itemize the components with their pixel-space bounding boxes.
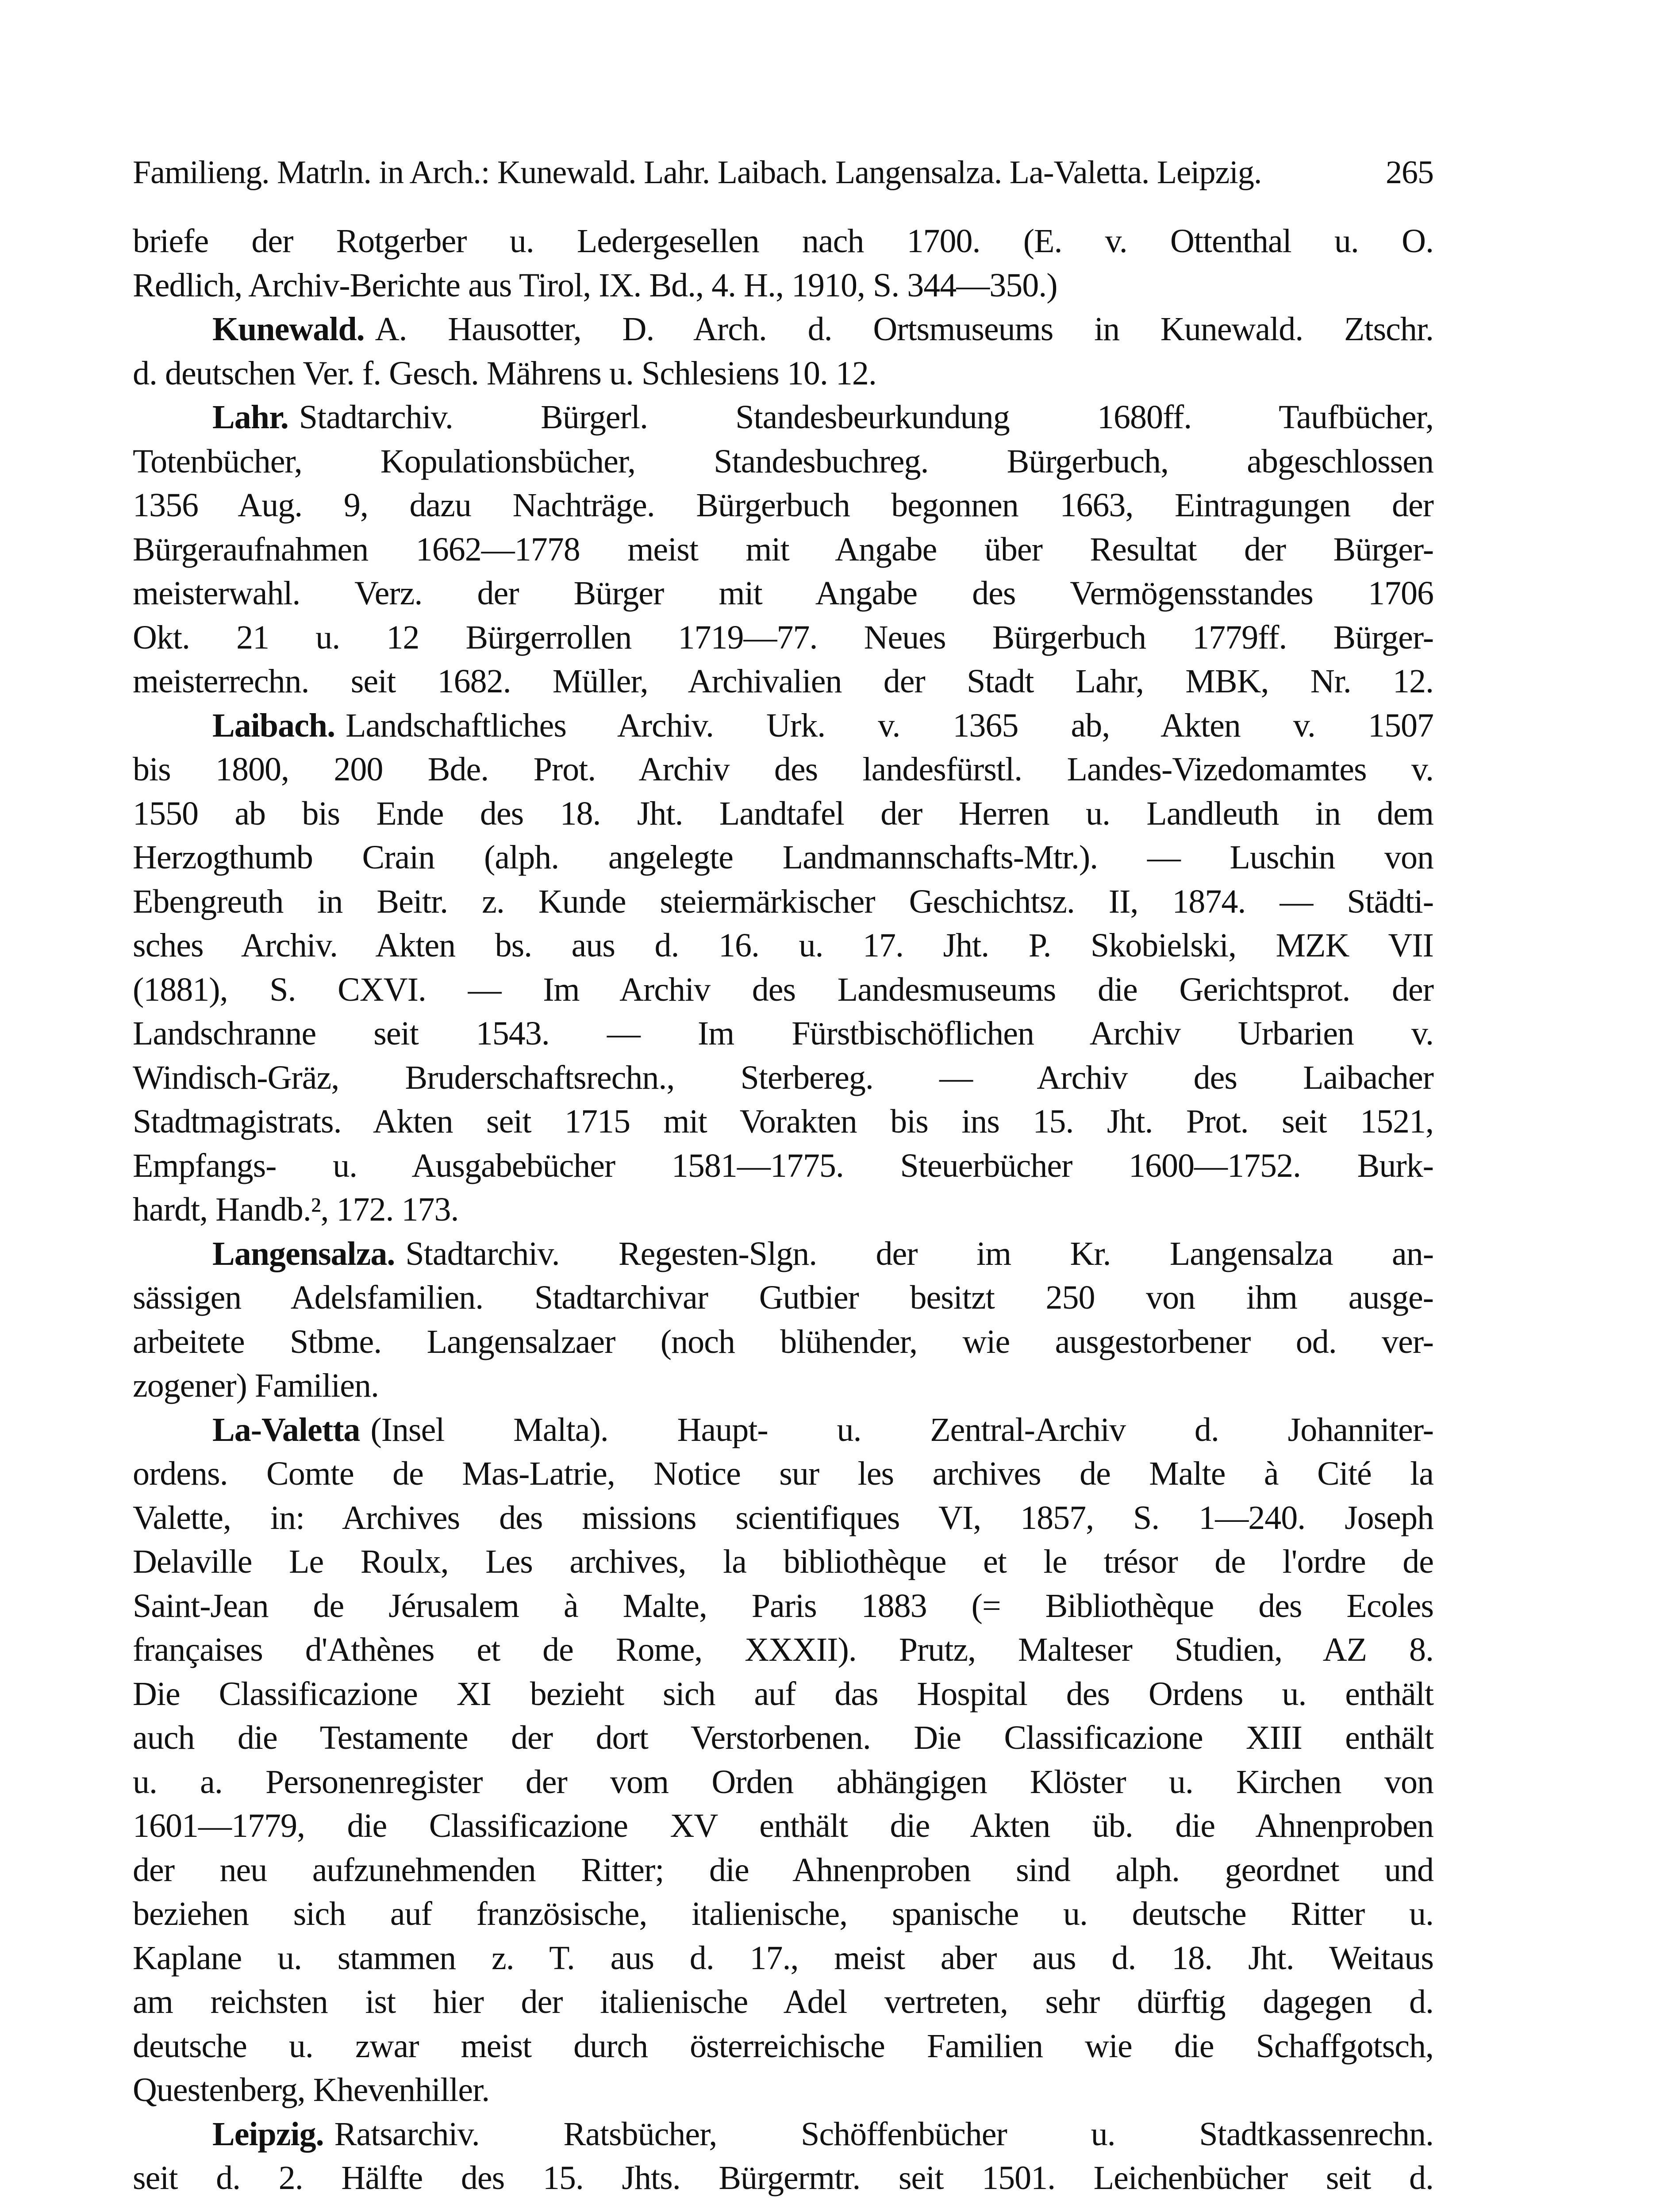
line-text: zogener) Familien. <box>133 1367 379 1404</box>
entry-place-name: La-Valetta <box>212 1411 360 1448</box>
entry-heading-line <box>133 2112 1433 2157</box>
text-line <box>133 1892 1433 1936</box>
line-text: Kaplane u. stammen z. T. aus d. 17., meist aber aus d. 18. Jht. Weitaus <box>133 1939 1433 1977</box>
text-line <box>133 440 1433 484</box>
entry-place-name: Laibach. <box>212 707 335 744</box>
line-text: françaises d'Athènes et de Rome, XXXII). Prutz, Malteser Studien, AZ 8. <box>133 1631 1433 1668</box>
running-title: Familieng. Matrln. in Arch.: Kunewald. Lahr. Laibach. Langensalza. La-Valetta. Leipzig. <box>133 154 1262 191</box>
line-text: Delaville Le Roulx, Les archives, la bibliothèque et le trésor de l'ordre de <box>133 1543 1433 1580</box>
entry-heading-line <box>133 1408 1433 1452</box>
line-text: hardt, Handb.², 172. 173. <box>133 1191 459 1228</box>
text-line <box>133 2068 1433 2112</box>
text-line <box>133 1320 1433 1364</box>
text-line <box>133 1276 1433 1320</box>
line-text: Ratsarchiv. Ratsbücher, Schöffenbücher u. Stadtkassenrechn. <box>334 2115 1433 2153</box>
line-text: Okt. 21 u. 12 Bürgerrollen 1719—77. Neues Bürgerbuch 1779ff. Bürger- <box>133 618 1433 656</box>
text-line <box>133 484 1433 528</box>
text-line <box>133 1188 1433 1232</box>
text-line <box>133 1672 1433 1717</box>
text-line <box>133 968 1433 1012</box>
line-text: Redlich, Archiv-Berichte aus Tirol, IX. Bd., 4. H., 1910, S. 344—350.) <box>133 266 1057 304</box>
line-text: Stadtarchiv. Regesten-Slgn. der im Kr. Langensalza an- <box>405 1235 1433 1272</box>
running-header <box>133 150 1433 195</box>
text-line <box>133 660 1433 704</box>
line-text: A. Hausotter, D. Arch. d. Ortsmuseums in Kunewald. Ztschr. <box>375 311 1433 348</box>
text-line <box>133 748 1433 792</box>
line-text: (1881), S. CXVI. — Im Archiv des Landesmuseums die Gerichtsprot. der <box>133 971 1433 1008</box>
line-text: Die Classificazione XI bezieht sich auf das Hospital des Ordens u. enthält <box>133 1675 1433 1713</box>
text-line <box>133 2024 1433 2069</box>
line-text: Herzogthumb Crain (alph. angelegte Landmannschafts-Mtr.). — Luschin von <box>133 839 1433 876</box>
line-text: meisterrechn. seit 1682. Müller, Archivalien der Stadt Lahr, MBK, Nr. 12. <box>133 663 1433 700</box>
line-text: briefe der Rotgerber u. Ledergesellen nach 1700. (E. v. Ottenthal u. O. <box>133 223 1433 260</box>
text-line <box>133 1716 1433 1760</box>
line-text: am reichsten ist hier der italienische Adel vertreten, sehr dürftig dagegen d. <box>133 1983 1433 2020</box>
line-text: Landschranne seit 1543. — Im Fürstbischöflichen Archiv Urbarien v. <box>133 1015 1433 1052</box>
text-line <box>133 1628 1433 1672</box>
text-line <box>133 1364 1433 1408</box>
text-line <box>133 2156 1433 2200</box>
entry-heading-line <box>133 396 1433 440</box>
text-line <box>133 572 1433 616</box>
page-body <box>133 219 1433 2200</box>
line-text: deutsche u. zwar meist durch österreichische Familien wie die Schaffgotsch, <box>133 2027 1433 2065</box>
line-text: meisterwahl. Verz. der Bürger mit Angabe des Vermögensstandes 1706 <box>133 575 1433 612</box>
line-text: Windisch-Gräz, Bruderschaftsrechn., Sterbereg. — Archiv des Laibacher <box>133 1059 1433 1096</box>
text-line <box>133 836 1433 880</box>
entry-heading-line <box>133 1232 1433 1276</box>
line-text: u. a. Personenregister der vom Orden abhängigen Klöster u. Kirchen von <box>133 1763 1433 1801</box>
text-line <box>133 219 1433 264</box>
entry-place-name: Lahr. <box>212 399 288 436</box>
line-text: auch die Testamente der dort Verstorbenen. Die Classificazione XIII enthält <box>133 1719 1433 1756</box>
line-text: 1550 ab bis Ende des 18. Jht. Landtafel der Herren u. Landleuth in dem <box>133 795 1433 832</box>
line-text: sässigen Adelsfamilien. Stadtarchivar Gutbier besitzt 250 von ihm ausge- <box>133 1279 1433 1316</box>
line-text: Saint-Jean de Jérusalem à Malte, Paris 1883 (= Bibliothèque des Ecoles <box>133 1587 1433 1624</box>
line-text: sches Archiv. Akten bs. aus d. 16. u. 17. Jht. P. Skobielski, MZK VII <box>133 927 1433 964</box>
line-text: seit d. 2. Hälfte des 15. Jhts. Bürgermtr. seit 1501. Leichenbücher seit d. <box>133 2159 1433 2197</box>
text-line <box>133 924 1433 968</box>
line-text: arbeitete Stbme. Langensalzaer (noch blühender, wie ausgestorbener od. ver- <box>133 1323 1433 1360</box>
text-line <box>133 352 1433 396</box>
text-line <box>133 1056 1433 1100</box>
text-line <box>133 1452 1433 1496</box>
line-text: Stadtmagistrats. Akten seit 1715 mit Vorakten bis ins 15. Jht. Prot. seit 1521, <box>133 1103 1433 1140</box>
entry-place-name: Leipzig. <box>212 2115 324 2153</box>
line-text: der neu aufzunehmenden Ritter; die Ahnenproben sind alph. geordnet und <box>133 1851 1433 1889</box>
text-line <box>133 528 1433 572</box>
text-line <box>133 1012 1433 1056</box>
text-line <box>133 1980 1433 2024</box>
line-text: bis 1800, 200 Bde. Prot. Archiv des landesfürstl. Landes-Vizedomamtes v. <box>133 751 1433 788</box>
line-text: Stadtarchiv. Bürgerl. Standesbeurkundung 1680ff. Taufbücher, <box>299 399 1433 436</box>
entry-place-name: Langensalza. <box>212 1235 395 1272</box>
text-line <box>133 1936 1433 1981</box>
line-text: Questenberg, Khevenhiller. <box>133 2071 490 2108</box>
line-text: 1356 Aug. 9, dazu Nachträge. Bürgerbuch begonnen 1663, Eintragungen der <box>133 487 1433 524</box>
line-text: Bürgeraufnahmen 1662—1778 meist mit Angabe über Resultat der Bürger- <box>133 530 1433 568</box>
text-line <box>133 1804 1433 1848</box>
entry-heading-line <box>133 307 1433 352</box>
line-text: d. deutschen Ver. f. Gesch. Mährens u. Schlesiens 10. 12. <box>133 354 876 392</box>
text-line <box>133 792 1433 836</box>
text-line <box>133 1848 1433 1893</box>
text-line <box>133 264 1433 308</box>
line-text: Ebengreuth in Beitr. z. Kunde steiermärkischer Geschichtsz. II, 1874. — Städti- <box>133 883 1433 920</box>
entry-place-name: Kunewald. <box>212 311 365 348</box>
line-text: 1601—1779, die Classificazione XV enthält die Akten üb. die Ahnenproben <box>133 1807 1433 1844</box>
line-text: Valette, in: Archives des missions scientifiques VI, 1857, S. 1—240. Joseph <box>133 1499 1433 1536</box>
line-text: (Insel Malta). Haupt- u. Zentral-Archiv d. Johanniter- <box>370 1411 1433 1448</box>
text-line <box>133 1584 1433 1628</box>
entry-heading-line <box>133 704 1433 748</box>
text-line <box>133 1144 1433 1188</box>
line-text: Landschaftliches Archiv. Urk. v. 1365 ab, Akten v. 1507 <box>346 707 1433 744</box>
text-line <box>133 1496 1433 1540</box>
line-text: Empfangs- u. Ausgabebücher 1581—1775. Steuerbücher 1600—1752. Burk- <box>133 1147 1433 1184</box>
line-text: beziehen sich auf französische, italienische, spanische u. deutsche Ritter u. <box>133 1895 1433 1932</box>
line-text: ordens. Comte de Mas-Latrie, Notice sur les archives de Malte à Cité la <box>133 1455 1433 1492</box>
page-number: 265 <box>1386 154 1433 191</box>
text-line <box>133 1760 1433 1805</box>
text-line <box>133 616 1433 660</box>
text-line <box>133 1100 1433 1144</box>
line-text: Totenbücher, Kopulationsbücher, Standesbuchreg. Bürgerbuch, abgeschlossen <box>133 442 1433 480</box>
text-line <box>133 1540 1433 1584</box>
text-line <box>133 880 1433 924</box>
